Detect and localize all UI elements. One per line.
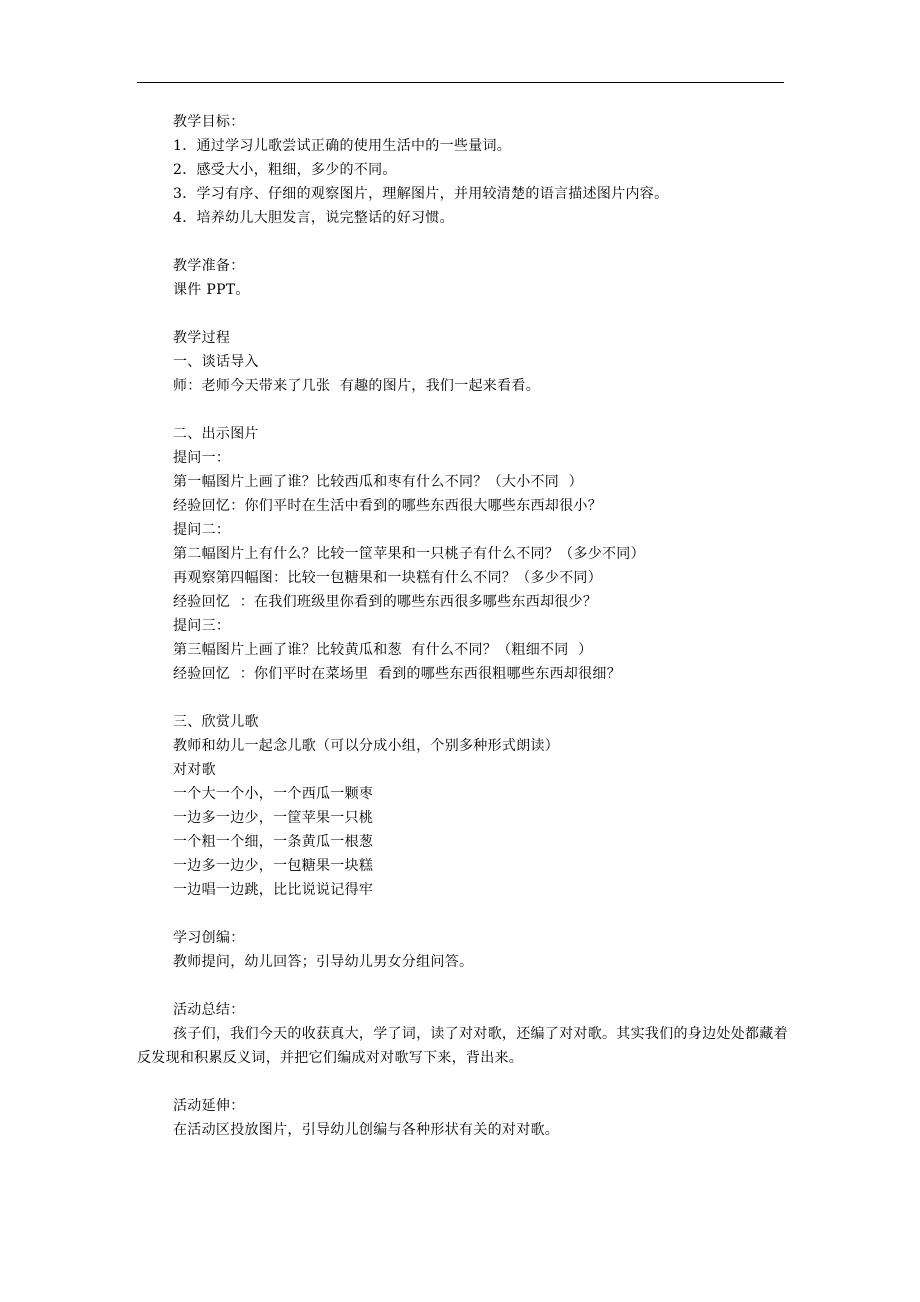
header-rule	[137, 82, 784, 83]
extension-text: 在活动区投放图片，引导幼儿创编与各种形状有关的对对歌。	[173, 1122, 560, 1138]
creation-heading: 学习创编：	[173, 930, 245, 946]
song-verse: 一个粗一个细，一条黄瓜一根葱	[173, 834, 374, 850]
goals-heading: 教学目标：	[173, 114, 245, 130]
extension-heading: 活动延伸：	[173, 1098, 245, 1114]
section-2-line: 第一幅图片上画了谁？比较西瓜和枣有什么不同？（大小不同 ）	[173, 474, 583, 490]
section-3-line: 教师和幼儿一起念儿歌（可以分成小组，个别多种形式朗读）	[173, 738, 560, 754]
song-verse: 一边多一边少，一包糖果一块糕	[173, 858, 374, 874]
section-1-text: 师：老师今天带来了几张 有趣的图片，我们一起来看看。	[173, 378, 540, 394]
section-2-title: 二、出示图片	[173, 426, 259, 442]
goal-item: 4．培养幼儿大胆发言，说完整话的好习惯。	[173, 210, 454, 226]
summary-text: 孩子们，我们今天的收获真大，学了词，读了对对歌，还编了对对歌。其实我们的身边处处都藏着反发现和积累反义词，并把它们编成对对歌写下来，背出来。	[137, 1026, 788, 1066]
song-verse: 一边唱一边跳，比比说说记得牢	[173, 882, 374, 898]
goal-item: 2．感受大小，粗细，多少的不同。	[173, 162, 397, 178]
section-2-line: 再观察第四幅图：比较一包糖果和一块糕有什么不同？（多少不同）	[173, 570, 602, 586]
prep-text: 课件 PPT。	[173, 282, 250, 298]
section-2-line: 提问二：	[173, 522, 231, 538]
goal-item: 3．学习有序、仔细的观察图片，理解图片，并用较清楚的语言描述图片内容。	[173, 186, 669, 202]
section-2-line: 经验回忆 ：你们平时在菜场里 看到的哪些东西很粗哪些东西却很细？	[173, 666, 621, 682]
lesson-plan-body	[137, 110, 788, 1142]
section-1-title: 一、谈话导入	[173, 354, 259, 370]
song-verse: 一边多一边少，一筐苹果一只桃	[173, 810, 374, 826]
song-title: 对对歌	[173, 762, 216, 778]
section-2-line: 提问三：	[173, 618, 231, 634]
section-2-line: 经验回忆 ：在我们班级里你看到的哪些东西很多哪些东西却很少？	[173, 594, 598, 610]
summary-heading: 活动总结：	[173, 1002, 245, 1018]
section-2-line: 第三幅图片上画了谁？比较黄瓜和葱 有什么不同？（粗细不同 ）	[173, 642, 593, 658]
goal-item: 1．通过学习儿歌尝试正确的使用生活中的一些量词。	[173, 138, 512, 154]
section-2-line: 第二幅图片上有什么？比较一筐苹果和一只桃子有什么不同？（多少不同）	[173, 546, 645, 562]
section-2-line: 经验回忆：你们平时在生活中看到的哪些东西很大哪些东西却很小？	[173, 498, 602, 514]
prep-heading: 教学准备：	[173, 258, 245, 274]
song-verse: 一个大一个小，一个西瓜一颗枣	[173, 786, 374, 802]
section-2-line: 提问一：	[173, 450, 231, 466]
creation-text: 教师提问，幼儿回答；引导幼儿男女分组问答。	[173, 954, 474, 970]
section-3-title: 三、欣赏儿歌	[173, 714, 259, 730]
process-heading: 教学过程	[173, 330, 231, 346]
